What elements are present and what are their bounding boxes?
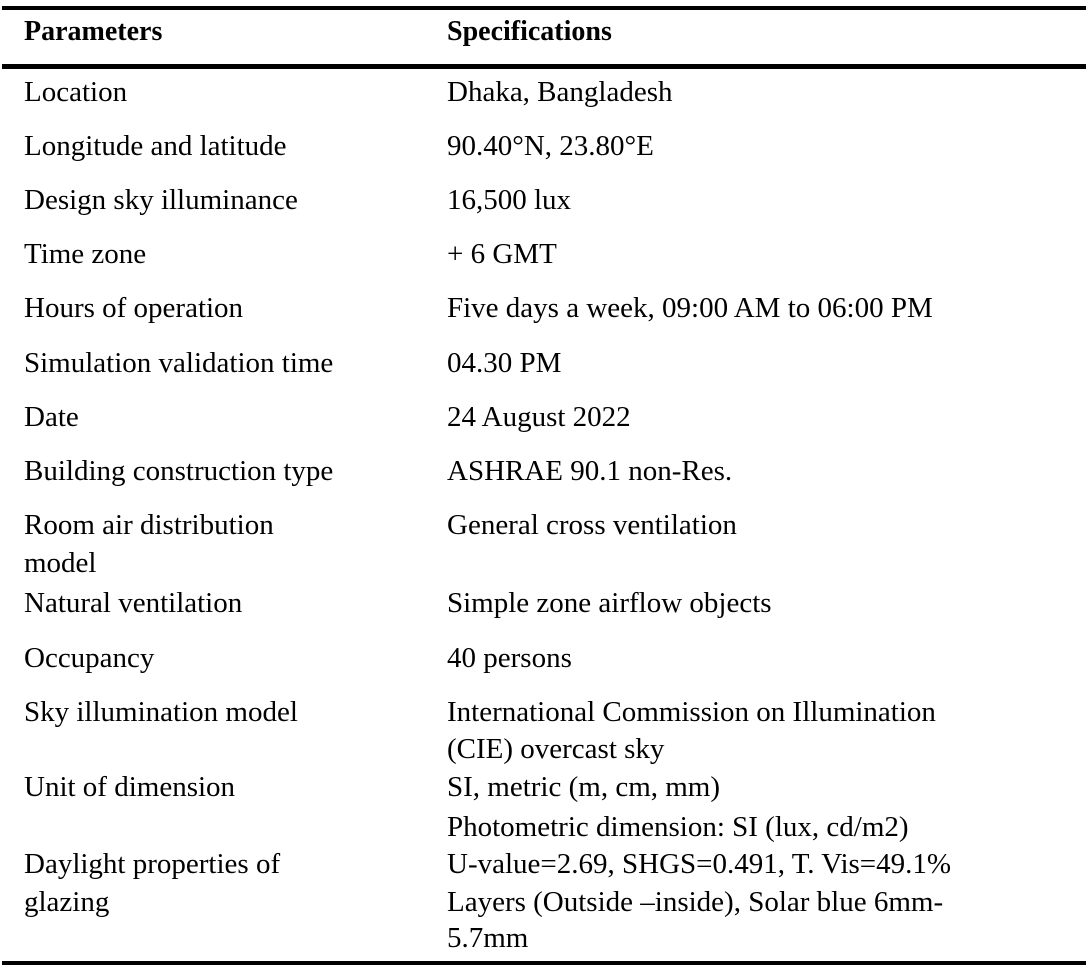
table-header-rule — [2, 64, 1086, 69]
row-validation-time-param: Simulation validation time — [24, 347, 334, 379]
row-units-spec-line1: SI, metric (m, cm, mm) — [447, 771, 721, 803]
row-occupancy-spec: 40 persons — [447, 642, 572, 674]
row-construction-param: Building construction type — [24, 455, 334, 487]
row-timezone-param: Time zone — [24, 238, 147, 270]
row-glazing-spec-line3: 5.7mm — [447, 922, 529, 954]
row-air-distribution-spec: General cross ventilation — [447, 509, 737, 541]
row-glazing-param-line1: Daylight properties of — [24, 848, 281, 880]
row-validation-time-spec: 04.30 PM — [447, 347, 562, 379]
row-hours-spec: Five days a week, 09:00 AM to 06:00 PM — [447, 292, 933, 324]
row-glazing-spec-line2: Layers (Outside –inside), Solar blue 6mm- — [447, 886, 944, 918]
row-location-param: Location — [24, 76, 128, 108]
header-parameters: Parameters — [24, 16, 163, 47]
row-timezone-spec: + 6 GMT — [447, 238, 557, 270]
row-ventilation-spec: Simple zone airflow objects — [447, 587, 772, 619]
row-coordinates-param: Longitude and latitude — [24, 130, 287, 162]
row-date-param: Date — [24, 401, 79, 433]
row-sky-model-spec-line1: International Commission on Illumination — [447, 696, 936, 728]
row-date-spec: 24 August 2022 — [447, 401, 631, 433]
row-ventilation-param: Natural ventilation — [24, 587, 243, 619]
row-units-spec-line2: Photometric dimension: SI (lux, cd/m2) — [447, 811, 909, 843]
row-illuminance-spec: 16,500 lux — [447, 184, 572, 216]
row-units-param: Unit of dimension — [24, 771, 236, 803]
row-location-spec: Dhaka, Bangladesh — [447, 76, 673, 108]
row-sky-model-param: Sky illumination model — [24, 696, 298, 728]
row-glazing-param-line2: glazing — [24, 886, 110, 918]
row-air-distribution-param-line2: model — [24, 547, 97, 579]
table-top-rule — [2, 6, 1086, 10]
row-glazing-spec-line1: U-value=2.69, SHGS=0.491, T. Vis=49.1% — [447, 848, 952, 880]
table-header-row — [2, 12, 1086, 52]
table-bottom-rule — [2, 961, 1086, 965]
row-illuminance-param: Design sky illuminance — [24, 184, 298, 216]
header-specifications: Specifications — [447, 16, 612, 47]
row-coordinates-spec: 90.40°N, 23.80°E — [447, 130, 654, 162]
row-hours-param: Hours of operation — [24, 292, 244, 324]
row-air-distribution-param-line1: Room air distribution — [24, 509, 274, 541]
row-sky-model-spec-line2: (CIE) overcast sky — [447, 733, 665, 765]
row-construction-spec: ASHRAE 90.1 non-Res. — [447, 455, 733, 487]
row-occupancy-param: Occupancy — [24, 642, 155, 674]
